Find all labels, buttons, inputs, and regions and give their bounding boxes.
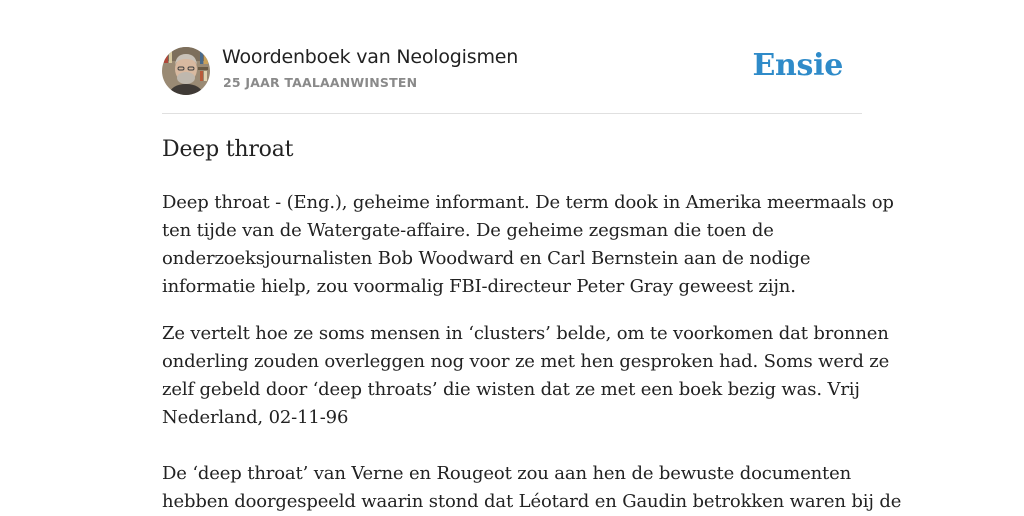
site-header: [162, 0, 862, 114]
quote-paragraph: [162, 460, 902, 516]
text-line: ten tijde van de Watergate-affaire. De geheime zegsman die toen de: [162, 220, 774, 241]
avatar[interactable]: [162, 47, 210, 95]
page-title: Deep throat: [162, 137, 294, 162]
text-line: Nederland, 02-11-96: [162, 407, 349, 428]
site-title[interactable]: Woordenboek van Neologismen: [222, 46, 519, 68]
page-container: [162, 0, 902, 512]
ensie-logo[interactable]: Ensie: [752, 48, 843, 83]
article-body: [162, 189, 902, 516]
text-line: Deep throat - (Eng.), geheime informant. De term dook in Amerika meermaals op: [162, 192, 894, 213]
author-photo-icon: [162, 47, 210, 95]
site-subtitle: 25 JAAR TAALAANWINSTEN: [223, 75, 418, 90]
quote-paragraph: [162, 320, 890, 432]
text-line: informatie hielp, zou voormalig FBI-directeur Peter Gray geweest zijn.: [162, 276, 796, 297]
text-line: onderling zouden overleggen nog voor ze met hen gesproken had. Soms werd ze: [162, 351, 890, 372]
text-line: zelf gebeld door ‘deep throats’ die wisten dat ze met een boek bezig was. Vrij: [162, 379, 860, 400]
text-line: Ze vertelt hoe ze soms mensen in ‘clusters’ belde, om te voorkomen dat bronnen: [162, 323, 889, 344]
text-line: hebben doorgespeeld waarin stond dat Léotard en Gaudin betrokken waren bij de: [162, 491, 902, 512]
text-line: onderzoeksjournalisten Bob Woodward en Carl Bernstein aan de nodige: [162, 248, 811, 269]
text-line: De ‘deep throat’ van Verne en Rougeot zou aan hen de bewuste documenten: [162, 463, 852, 484]
definition-paragraph: [162, 189, 894, 301]
